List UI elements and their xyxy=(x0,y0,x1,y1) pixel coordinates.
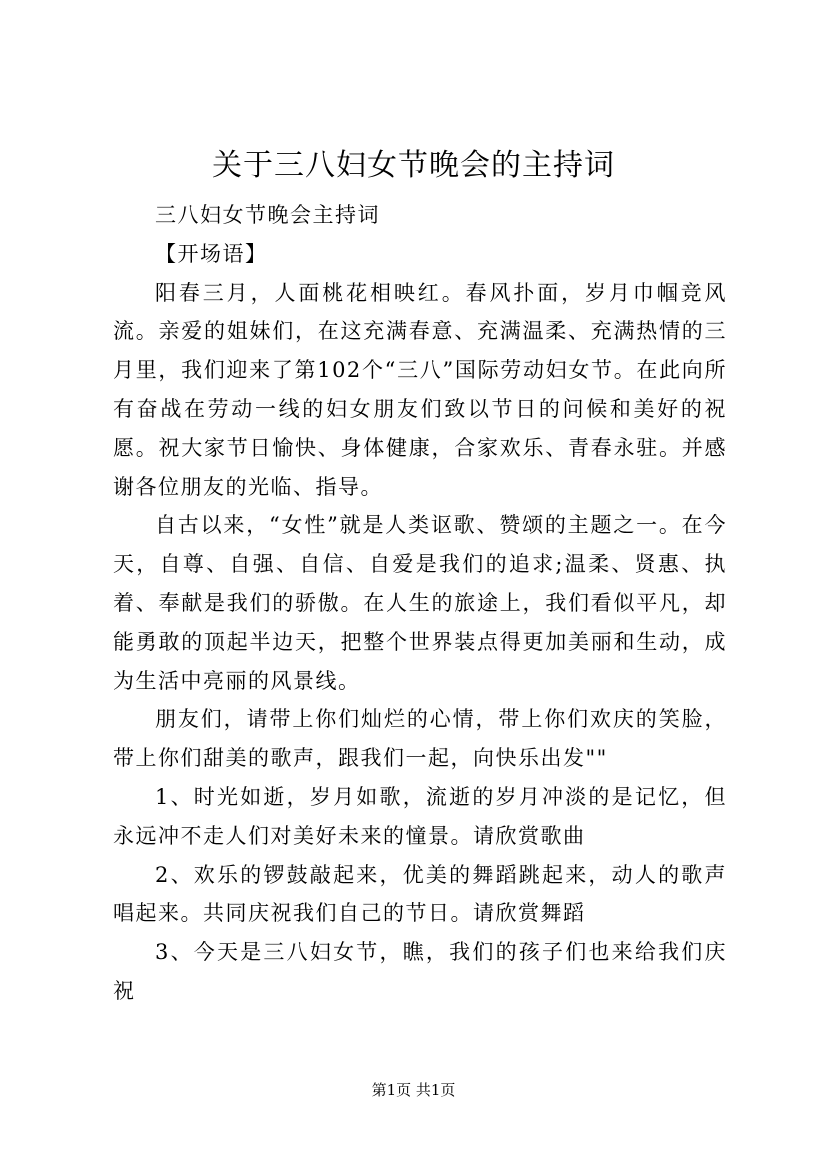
paragraph-invitation: 朋友们，请带上你们灿烂的心情，带上你们欢庆的笑脸，带上你们甜美的歌声，跟我们一起，向快乐出发"" xyxy=(113,707,727,771)
paragraph-subtitle: 三八妇女节晚会主持词 xyxy=(155,203,380,227)
paragraph-opening-speech: 阳春三月，人面桃花相映红。春风扑面，岁月巾帼竞风流。亲爱的姐妹们，在这充满春意、充满温柔、充满热情的三月里，我们迎来了第102个“三八”国际劳动妇女节。在此向所有奋战在劳动一线的妇女朋友们致以节日的问候和美好的祝愿。祝大家节日愉快、身体健康，合家欢乐、青春永驻。并感谢各位朋友的光临、指导。 xyxy=(113,280,727,499)
paragraph-item-2: 2、欢乐的锣鼓敲起来，优美的舞蹈跳起来，动人的歌声唱起来。共同庆祝我们自己的节日。请欣赏舞蹈 xyxy=(113,862,727,926)
document-body xyxy=(113,196,727,1011)
paragraph-opening-heading: 【开场语】 xyxy=(155,241,268,266)
paragraph-item-3: 3、今天是三八妇女节，瞧，我们的孩子们也来给我们庆祝 xyxy=(113,940,727,1003)
paragraph-item-1: 1、时光如逝，岁月如歌，流逝的岁月冲淡的是记忆，但永远冲不走人们对美好未来的憧景。请欣赏歌曲 xyxy=(113,784,727,848)
document-title: 关于三八妇女节晚会的主持词 xyxy=(212,148,615,183)
page-footer: 第1页 共1页 xyxy=(371,1081,456,1099)
paragraph-women-theme: 自古以来，“女性”就是人类讴歌、赞颂的主题之一。在今天，自尊、自强、自信、自爱是我们的追求;温柔、贤惠、执着、奉献是我们的骄傲。在人生的旅途上，我们看似平凡，却能勇敢的顶起半边天，把整个世界装点得更加美丽和生动，成为生活中亮丽的风景线。 xyxy=(113,513,727,693)
